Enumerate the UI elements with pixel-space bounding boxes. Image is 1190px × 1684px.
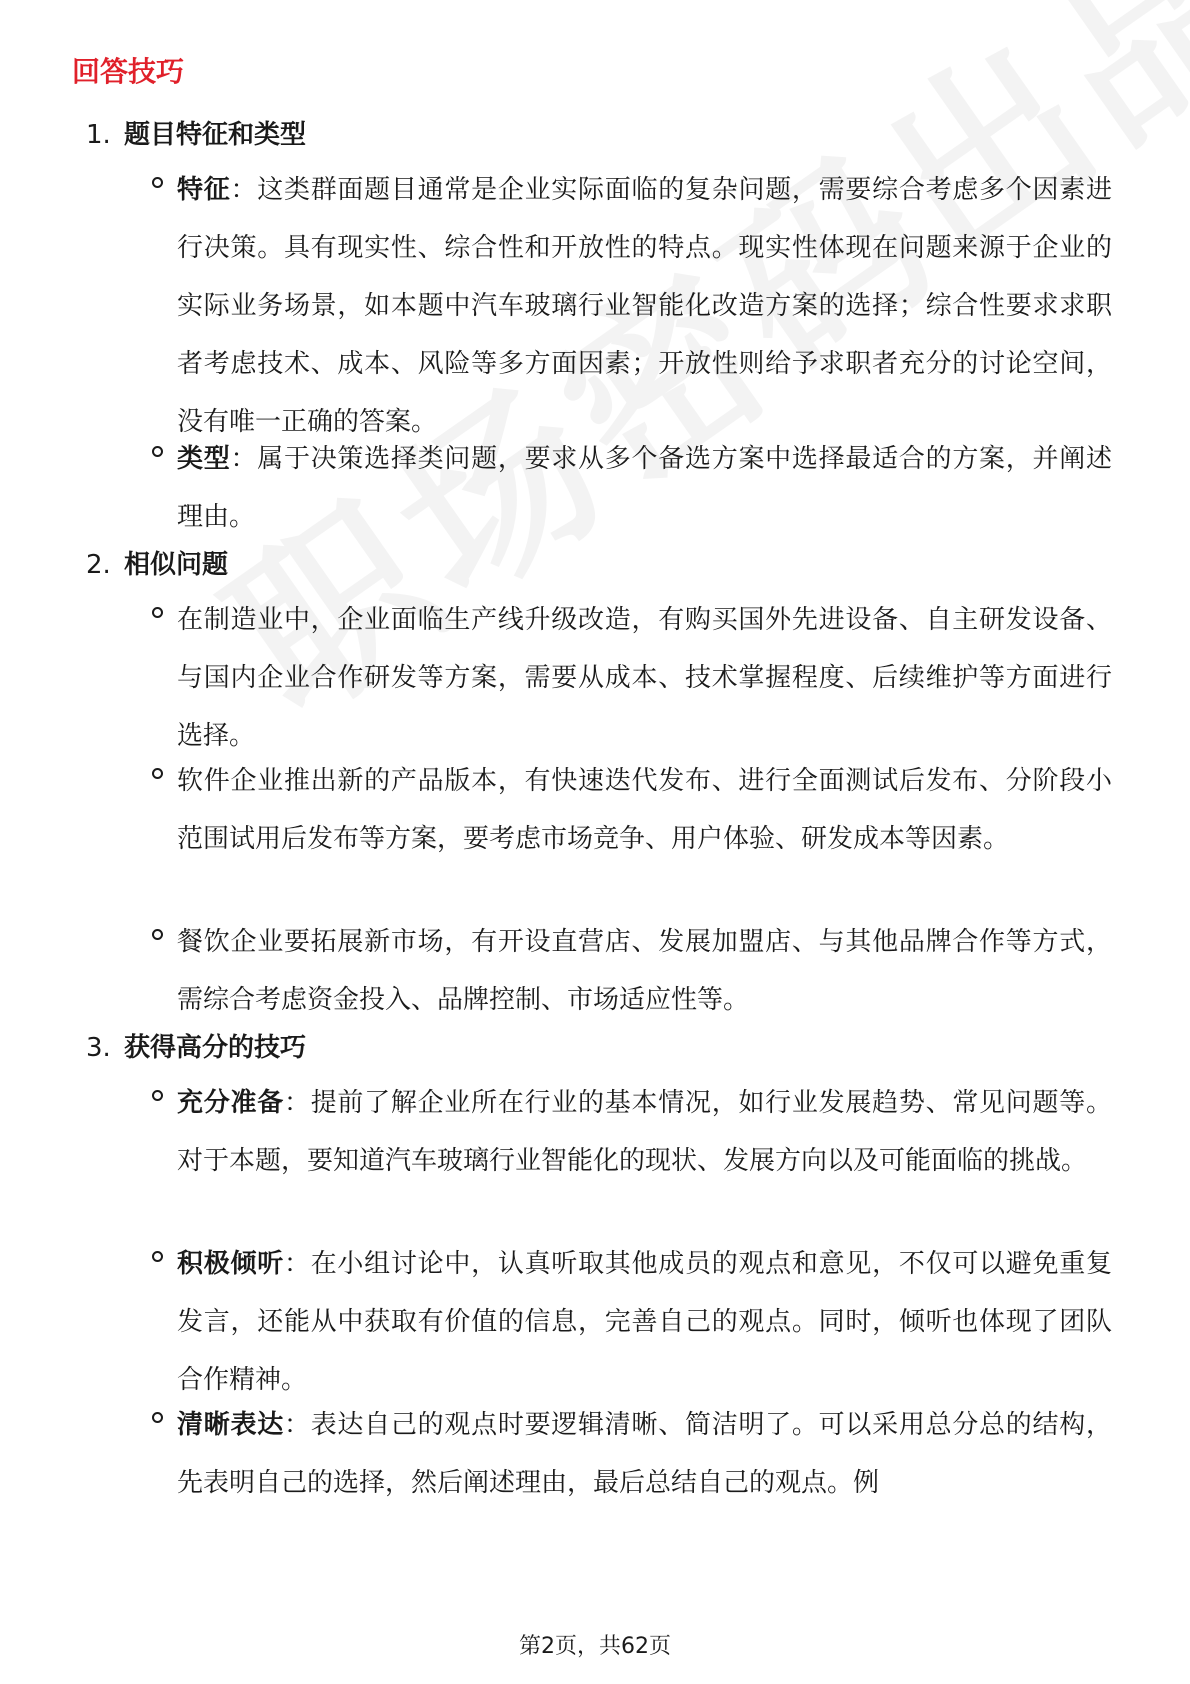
- page-footer: 第2页，共62页: [519, 1634, 671, 1659]
- bullet-icon: [152, 768, 163, 779]
- section-number: 3.: [86, 1033, 111, 1063]
- list-item: [152, 1074, 1112, 1190]
- item-text: ：属于决策选择类问题，要求从多个备选方案中选择最适合的方案，并阐述理由。: [177, 444, 1112, 532]
- item-label: 清晰表达: [177, 1410, 284, 1440]
- bullet-icon: [152, 607, 163, 618]
- bullet-icon: [152, 1412, 163, 1423]
- item-text: ：在小组讨论中，认真听取其他成员的观点和意见，不仅可以避免重复发言，还能从中获取有价值的信息，完善自己的观点。同时，倾听也体现了团队合作精神。: [177, 1249, 1112, 1395]
- item-text: ：表达自己的观点时要逻辑清晰、简洁明了。可以采用总分总的结构，先表明自己的选择，然后阐述理由，最后总结自己的观点。例: [177, 1410, 1112, 1498]
- item-text: ：提前了解企业所在行业的基本情况，如行业发展趋势、常见问题等。对于本题，要知道汽车玻璃行业智能化的现状、发展方向以及可能面临的挑战。: [177, 1088, 1112, 1176]
- section-heading-text: 获得高分的技巧: [124, 1033, 307, 1063]
- item-text: 在制造业中，企业面临生产线升级改造，有购买国外先进设备、自主研发设备、与国内企业合作研发等方案，需要从成本、技术掌握程度、后续维护等方面进行选择。: [177, 605, 1112, 751]
- section-number: 2.: [86, 550, 111, 580]
- item-label: 类型: [177, 444, 231, 474]
- list-item: [152, 913, 1112, 1029]
- bullet-icon: [152, 1090, 163, 1101]
- item-label: 积极倾听: [177, 1249, 284, 1279]
- list-item: [152, 1396, 1112, 1512]
- section-heading-text: 相似问题: [124, 550, 229, 580]
- section-heading-3: [86, 1028, 306, 1068]
- list-item: [152, 430, 1112, 546]
- list-item: [152, 591, 1112, 765]
- section-heading-2: [86, 545, 228, 585]
- item-text: ：这类群面题目通常是企业实际面临的复杂问题，需要综合考虑多个因素进行决策。具有现实性、综合性和开放性的特点。现实性体现在问题来源于企业的实际业务场景，如本题中汽车玻璃行业智能化改造方案的选择；综合性要求求职者考虑技术、成本、风险等多方面因素；开放性则给予求职者充分的讨论空间，没有唯一正确的答案。: [177, 175, 1112, 437]
- section-title: 回答技巧: [72, 55, 185, 88]
- item-text: 软件企业推出新的产品版本，有快速迭代发布、进行全面测试后发布、分阶段小范围试用后发布等方案，要考虑市场竞争、用户体验、研发成本等因素。: [177, 766, 1112, 854]
- section-heading-1: [86, 115, 306, 155]
- item-label: 特征: [177, 175, 231, 205]
- bullet-icon: [152, 177, 163, 188]
- list-item: [152, 1235, 1112, 1409]
- bullet-icon: [152, 929, 163, 940]
- item-label: 充分准备: [177, 1088, 284, 1118]
- section-number: 1.: [86, 120, 111, 150]
- bullet-icon: [152, 446, 163, 457]
- section-heading-text: 题目特征和类型: [124, 120, 307, 150]
- item-text: 餐饮企业要拓展新市场，有开设直营店、发展加盟店、与其他品牌合作等方式，需综合考虑资金投入、品牌控制、市场适应性等。: [177, 927, 1112, 1015]
- bullet-icon: [152, 1251, 163, 1262]
- list-item: [152, 161, 1112, 451]
- list-item: [152, 752, 1112, 868]
